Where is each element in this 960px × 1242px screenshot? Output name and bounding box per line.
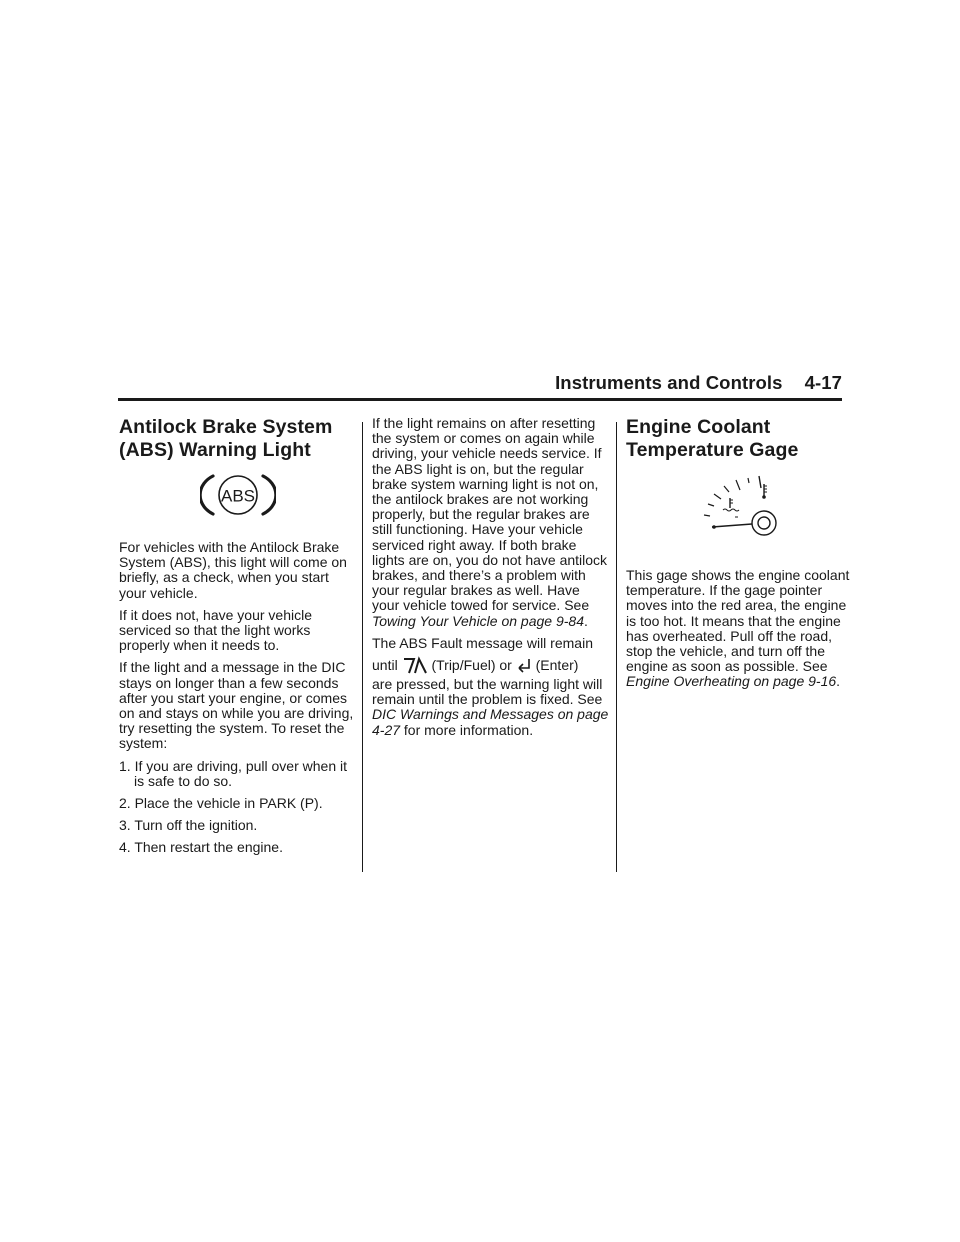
coolant-heading	[626, 416, 856, 462]
header-rule	[118, 398, 842, 401]
reset-step-3: 3. Turn off the ignition.	[119, 817, 258, 834]
reset-step-2: 2. Place the vehicle in PARK (P).	[119, 795, 323, 812]
column-abs	[119, 416, 354, 863]
abs-paragraph-2: If it does not, have your vehicle serviced so that the light works properly when it needs to.	[119, 606, 312, 654]
middle-paragraph-2-symbols: until (Trip/Fuel) or (Enter)	[372, 653, 610, 677]
middle-paragraph-2-line1: The ABS Fault message will remain	[372, 634, 593, 651]
column-divider-1	[362, 422, 363, 872]
enter-icon	[516, 657, 532, 675]
coolant-heading-line1: Engine Coolant	[626, 416, 771, 438]
trip-fuel-icon	[402, 656, 428, 676]
abs-icon-label: ABS	[220, 486, 256, 506]
column-divider-2	[616, 422, 617, 872]
middle-paragraph-2-rest: are pressed, but the warning light will remain until the problem is fixed. See DIC Warnings and Messages on page 4-27 for more information.	[372, 676, 609, 738]
coolant-paragraph-1: This gage shows the engine coolant temperature. If the gage pointer moves into the red area, the engine is too hot. It means that the engine has overheated. Pull off the road, stop the vehicle, and turn off the engine as soon as possible. See Engine Overheating on page 9-16.	[626, 567, 850, 690]
section-title: Instruments and Controls	[555, 372, 783, 393]
column-coolant	[626, 416, 856, 697]
coolant-temperature-gage-icon	[702, 472, 782, 544]
middle-paragraph-1: If the light remains on after resetting the system or comes on again while driving, your vehicle needs service. If the ABS light is on, but the regular brake system warning light is not on, the antilock brakes are not working properly, but the regular brakes are still functioning. Have your vehicle serviced right away. If both brake lights are on, you do not have antilock brakes, and there’s a problem with your regular brakes as well. Have your vehicle towed for service. See Towing Your Vehicle on page 9-84.	[372, 415, 608, 629]
page-header	[118, 372, 842, 400]
reset-step-4: 4. Then restart the engine.	[119, 839, 283, 856]
abs-paragraph-3: If the light and a message in the DIC stays on longer than a few seconds after you start your engine, or comes on and stays on while you are driving, try resetting the system. To reset the system:	[119, 659, 354, 752]
reset-step-1: 1. If you are driving, pull over when it is safe to do so.	[119, 757, 348, 789]
column-middle	[372, 416, 610, 745]
link-dic-warnings: DIC Warnings and Messages on page 4-27	[372, 706, 609, 738]
abs-warning-icon	[200, 472, 276, 518]
link-towing-your-vehicle: Towing Your Vehicle on page 9-84	[372, 612, 584, 629]
page-number: 4-17	[804, 372, 842, 393]
abs-paragraph-1: For vehicles with the Antilock Brake System (ABS), this light will come on briefly, as a check, when you start your vehicle.	[119, 539, 347, 601]
coolant-heading-line2: Temperature Gage	[626, 439, 799, 461]
abs-heading-line2: (ABS) Warning Light	[119, 439, 311, 461]
link-engine-overheating: Engine Overheating on page 9-16	[626, 673, 837, 690]
reset-steps	[119, 759, 354, 856]
abs-heading-line1: Antilock Brake System	[119, 416, 333, 438]
abs-heading	[119, 416, 354, 462]
